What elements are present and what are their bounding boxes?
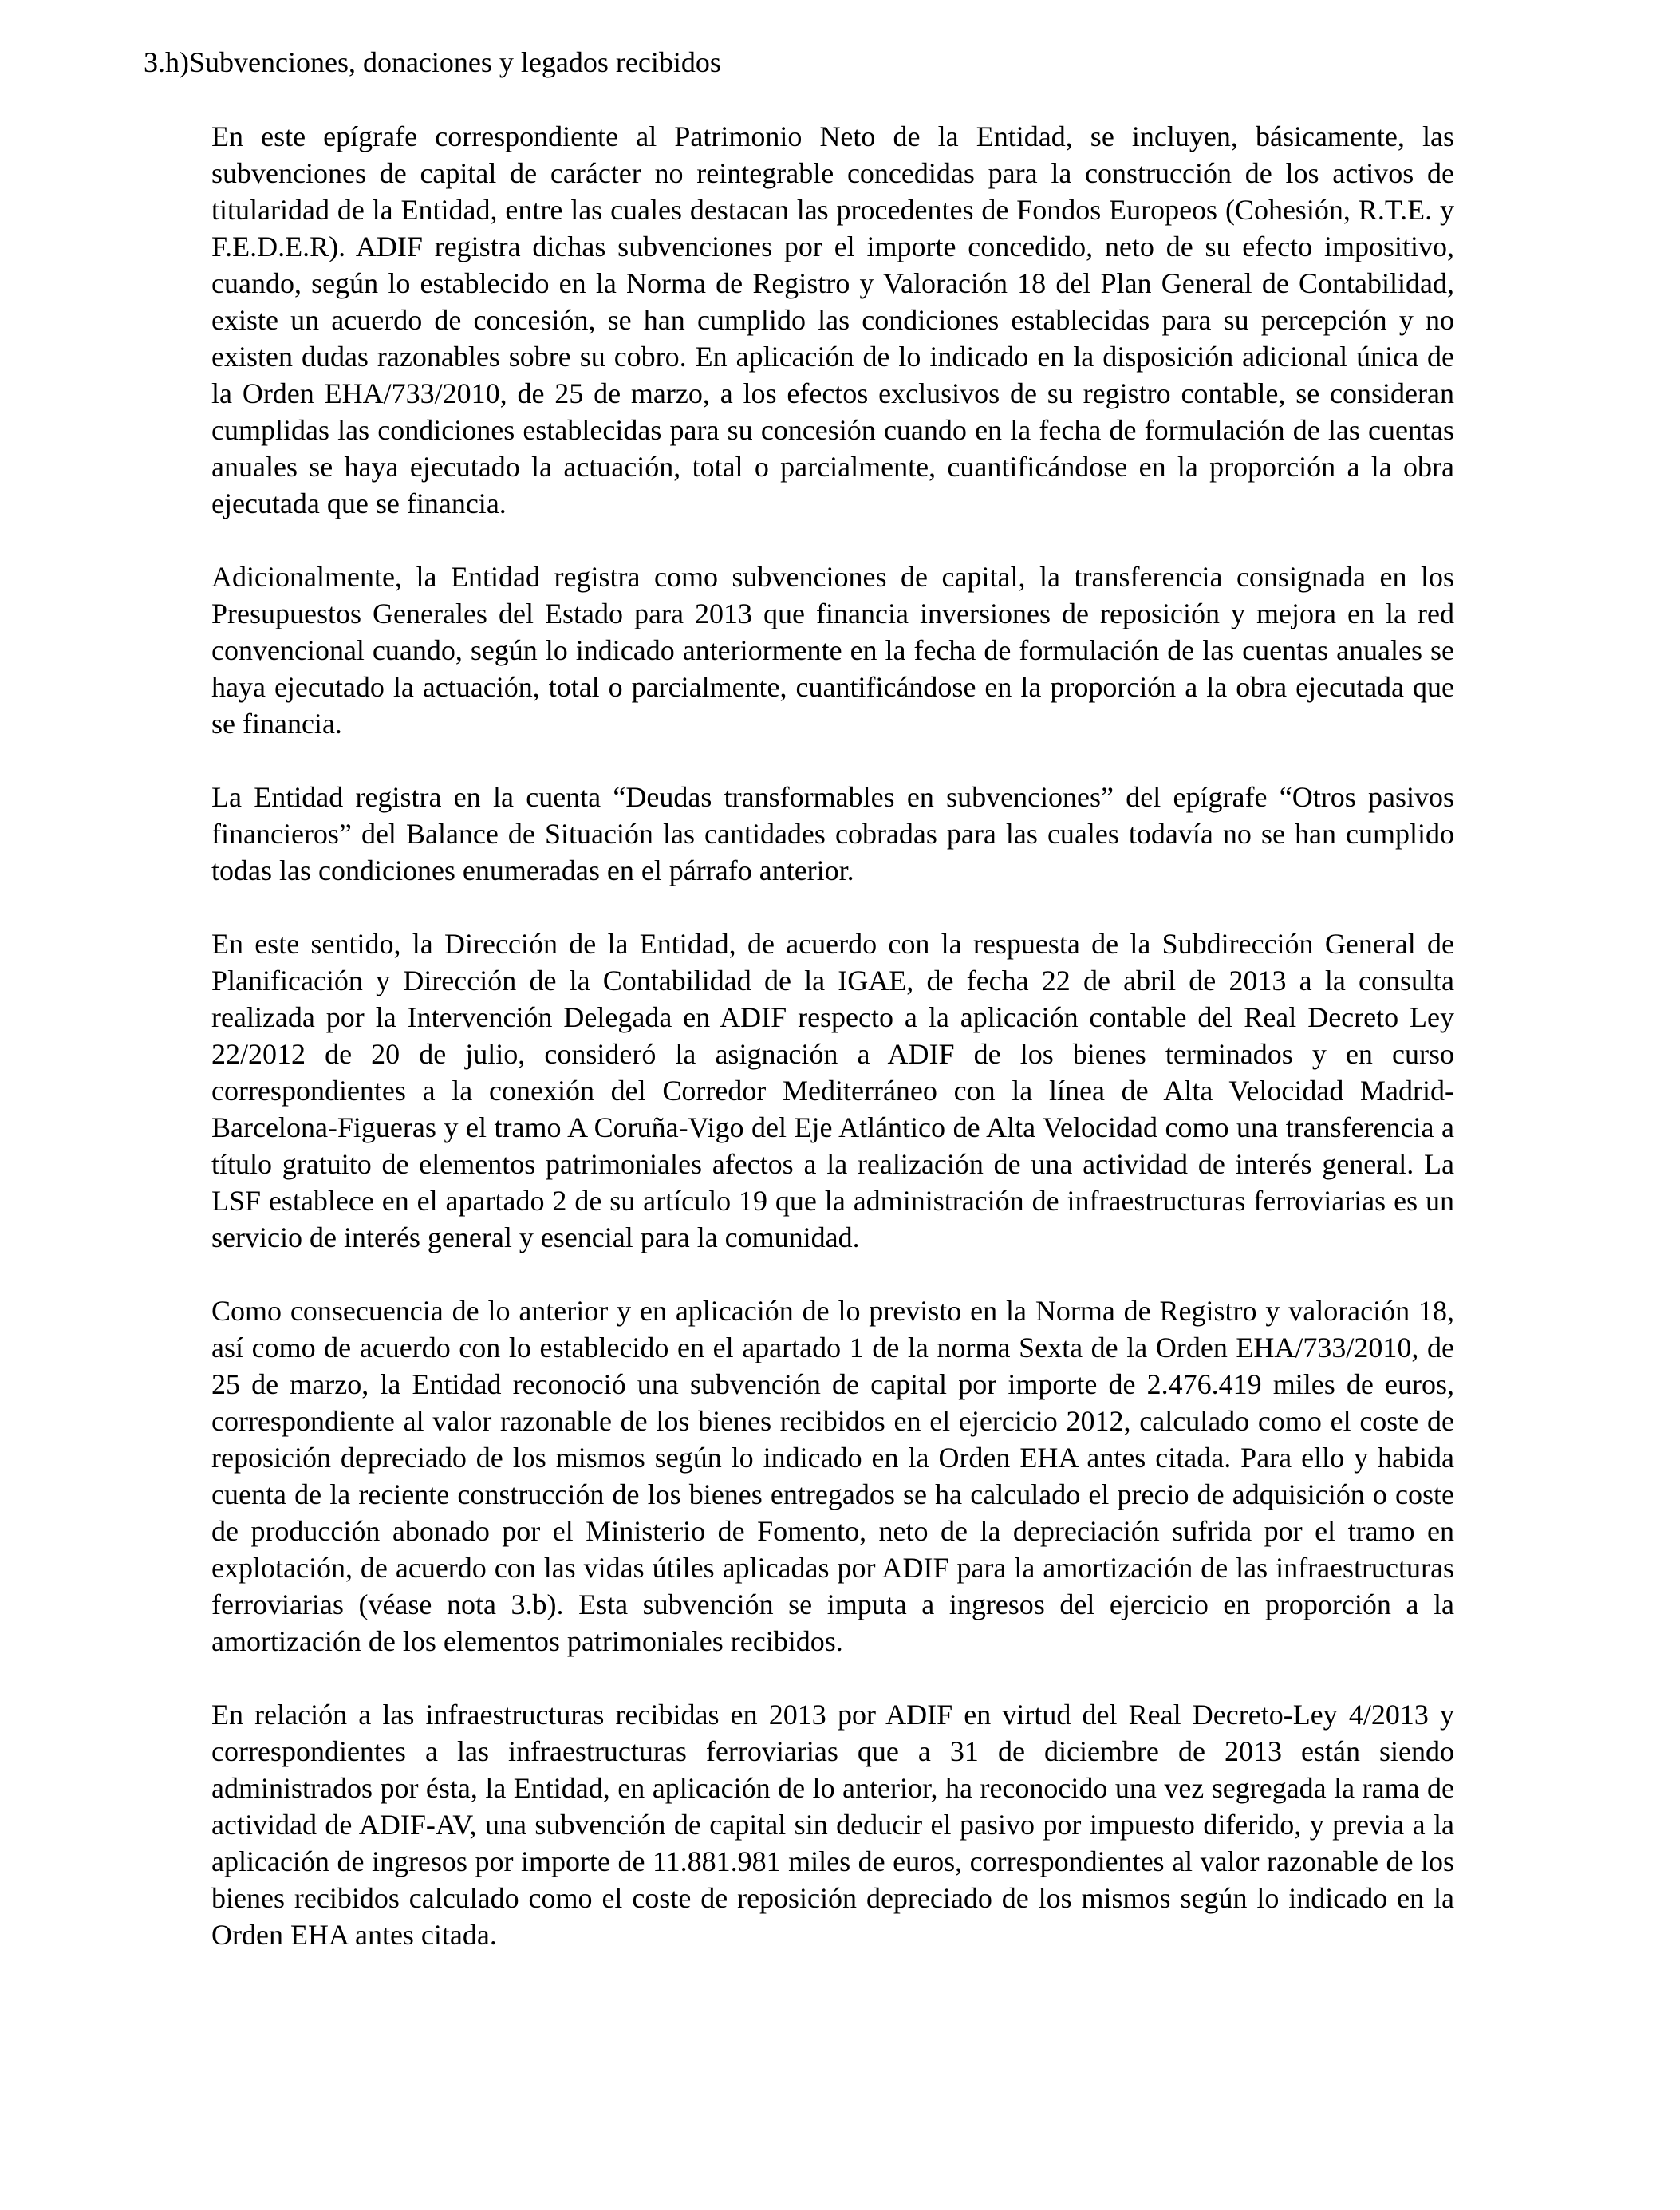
paragraph-3: La Entidad registra en la cuenta “Deudas transformables en subvenciones” del epígrafe “Otros pasivos financieros” del Balance de Situación las cantidades cobradas para las cuales todavía no se han cumplido todas las condiciones enumeradas en el párrafo anterior. — [211, 781, 1454, 886]
paragraph-5: Como consecuencia de lo anterior y en aplicación de lo previsto en la Norma de Registro y valoración 18, así como de acuerdo con lo establecido en el apartado 1 de la norma Sexta de la Orden EHA/733/2010, de 25 de marzo, la Entidad reconoció una subvención de capital por importe de 2.476.419 miles de euros, correspondiente al valor razonable de los bienes recibidos en el ejercicio 2012, calculado como el coste de reposición depreciado de los mismos según lo indicado en la Orden EHA antes citada. Para ello y habida cuenta de la reciente construcción de los bienes entregados se ha calculado el precio de adquisición o coste de producción abonado por el Ministerio de Fomento, neto de la depreciación sufrida por el tramo en explotación, de acuerdo con las vidas útiles aplicadas por ADIF para la amortización de las infraestructuras ferroviarias (véase nota 3.b). Esta subvención se imputa a ingresos del ejercicio en proporción a la amortización de los elementos patrimoniales recibidos. — [211, 1295, 1454, 1657]
paragraph-2: Adicionalmente, la Entidad registra como subvenciones de capital, la transferencia consignada en los Presupuestos Generales del Estado para 2013 que financia inversiones de reposición y mejora en la red convencional cuando, según lo indicado anteriormente en la fecha de formulación de las cuentas anuales se haya ejecutado la actuación, total o parcialmente, cuantificándose en la proporción a la obra ejecutada que se financia. — [211, 561, 1454, 740]
paragraph-4: En este sentido, la Dirección de la Entidad, de acuerdo con la respuesta de la Subdirección General de Planificación y Dirección de la Contabilidad de la IGAE, de fecha 22 de abril de 2013 a la consulta realizada por la Intervención Delegada en ADIF respecto a la aplicación contable del Real Decreto Ley 22/2012 de 20 de julio, consideró la asignación a ADIF de los bienes terminados y en curso correspondientes a la conexión del Corredor Mediterráneo con la línea de Alta Velocidad Madrid-Barcelona-Figueras y el tramo A Coruña-Vigo del Eje Atlántico de Alta Velocidad como una transferencia a título gratuito de elementos patrimoniales afectos a la realización de una actividad de interés general. La LSF establece en el apartado 2 de su artículo 19 que la administración de infraestructuras ferroviarias es un servicio de interés general y esencial para la comunidad. — [211, 928, 1454, 1253]
paragraph-1: En este epígrafe correspondiente al Patrimonio Neto de la Entidad, se incluyen, básicamente, las subvenciones de capital de carácter no reintegrable concedidas para la construcción de los activos de titularidad de la Entidad, entre las cuales destacan las procedentes de Fondos Europeos (Cohesión, R.T.E. y F.E.D.E.R). ADIF registra dichas subvenciones por el importe concedido, neto de su efecto impositivo, cuando, según lo establecido en la Norma de Registro y Valoración 18 del Plan General de Contabilidad, existe un acuerdo de concesión, se han cumplido las condiciones establecidas para su percepción y no existen dudas razonables sobre su cobro. En aplicación de lo indicado en la disposición adicional única de la Orden EHA/733/2010, de 25 de marzo, a los efectos exclusivos de su registro contable, se consideran cumplidas las condiciones establecidas para su concesión cuando en la fecha de formulación de las cuentas anuales se haya ejecutado la actuación, total o parcialmente, cuantificándose en la proporción a la obra ejecutada que se financia. — [211, 120, 1454, 519]
section-heading: 3.h)Subvenciones, donaciones y legados recibidos — [144, 46, 721, 78]
paragraph-6: En relación a las infraestructuras recibidas en 2013 por ADIF en virtud del Real Decreto-Ley 4/2013 y correspondientes a las infraestructuras ferroviarias que a 31 de diciembre de 2013 están siendo administrados por ésta, la Entidad, en aplicación de lo anterior, ha reconocido una vez segregada la rama de actividad de ADIF-AV, una subvención de capital sin deducir el pasivo por impuesto diferido, y previa a la aplicación de ingresos por importe de 11.881.981 miles de euros, correspondientes al valor razonable de los bienes recibidos calculado como el coste de reposición depreciado de los mismos según lo indicado en la Orden EHA antes citada. — [211, 1699, 1454, 1951]
section-body — [211, 118, 1454, 1990]
